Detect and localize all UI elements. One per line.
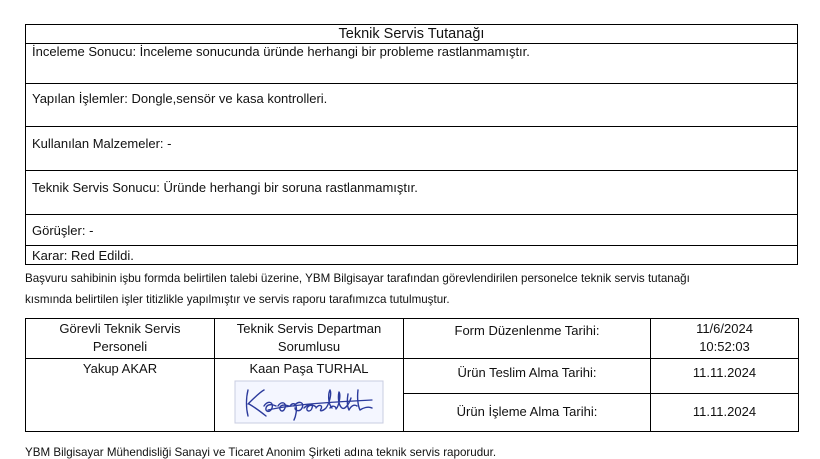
staff-header-cell — [26, 319, 215, 359]
staff-header-line-1: Görevli Teknik Servis — [59, 321, 181, 336]
form-time-value: 10:52:03 — [699, 339, 750, 354]
form-date-value: 11/6/2024 — [696, 321, 753, 336]
signature-table — [25, 318, 799, 432]
staff-header-line-2: Personeli — [92, 339, 148, 354]
staff-name: Yakup AKAR — [82, 361, 158, 376]
processing-date-value-cell: 11.11.2024 — [651, 394, 799, 432]
materials-text: Kullanılan Malzemeler: - — [32, 136, 172, 151]
declaration-paragraph — [25, 268, 805, 310]
manager-name: Kaan Paşa TURHAL — [249, 361, 369, 376]
form-date-value-cell — [651, 319, 799, 359]
service-report-box — [25, 24, 798, 265]
manager-header-line-2: Sorumlusu — [277, 339, 341, 354]
decision-row — [26, 247, 797, 265]
service-result-text: Teknik Servis Sonucu: Üründe herhangi bir soruna rastlanmamıştır. — [32, 180, 418, 195]
materials-row — [26, 128, 797, 171]
form-title: Teknik Servis Tutanağı — [26, 25, 797, 44]
manager-header-cell — [215, 319, 404, 359]
inspection-result-text: İnceleme Sonucu: İnceleme sonucunda üründe herhangi bir probleme rastlanmamıştır. — [32, 44, 530, 59]
decision-text: Karar: Red Edildi. — [32, 248, 134, 263]
footer-note: YBM Bilgisayar Mühendisliği Sanayi ve Ticaret Anonim Şirketi adına teknik servis raporudur. — [25, 446, 497, 459]
manager-header-line-1: Teknik Servis Departman — [236, 321, 382, 336]
operations-text: Yapılan İşlemler: Dongle,sensör ve kasa kontrolleri. — [32, 91, 328, 106]
service-result-row — [26, 172, 797, 215]
inspection-result-row — [26, 44, 797, 84]
delivery-date-label-cell: Ürün Teslim Alma Tarihi: — [404, 359, 651, 394]
opinions-text: Görüşler: - — [32, 223, 94, 238]
delivery-date-value-cell: 11.11.2024 — [651, 359, 799, 394]
manager-name-cell — [215, 359, 404, 432]
signature-icon — [234, 380, 384, 424]
processing-date-label-cell: Ürün İşleme Alma Tarihi: — [404, 394, 651, 432]
staff-name-cell — [26, 359, 215, 432]
declaration-line-1: Başvuru sahibinin işbu formda belirtilen talebi üzerine, YBM Bilgisayar tarafından görevlendirilen personelce teknik servis tutanağı — [25, 272, 690, 285]
declaration-line-2: kısmında belirtilen işler titizlikle yapılmıştır ve servis raporu tarafımızca tutulmuştur. — [25, 293, 450, 306]
operations-row — [26, 85, 797, 127]
form-date-label-cell: Form Düzenlenme Tarihi: — [404, 319, 651, 359]
opinions-row — [26, 216, 797, 246]
